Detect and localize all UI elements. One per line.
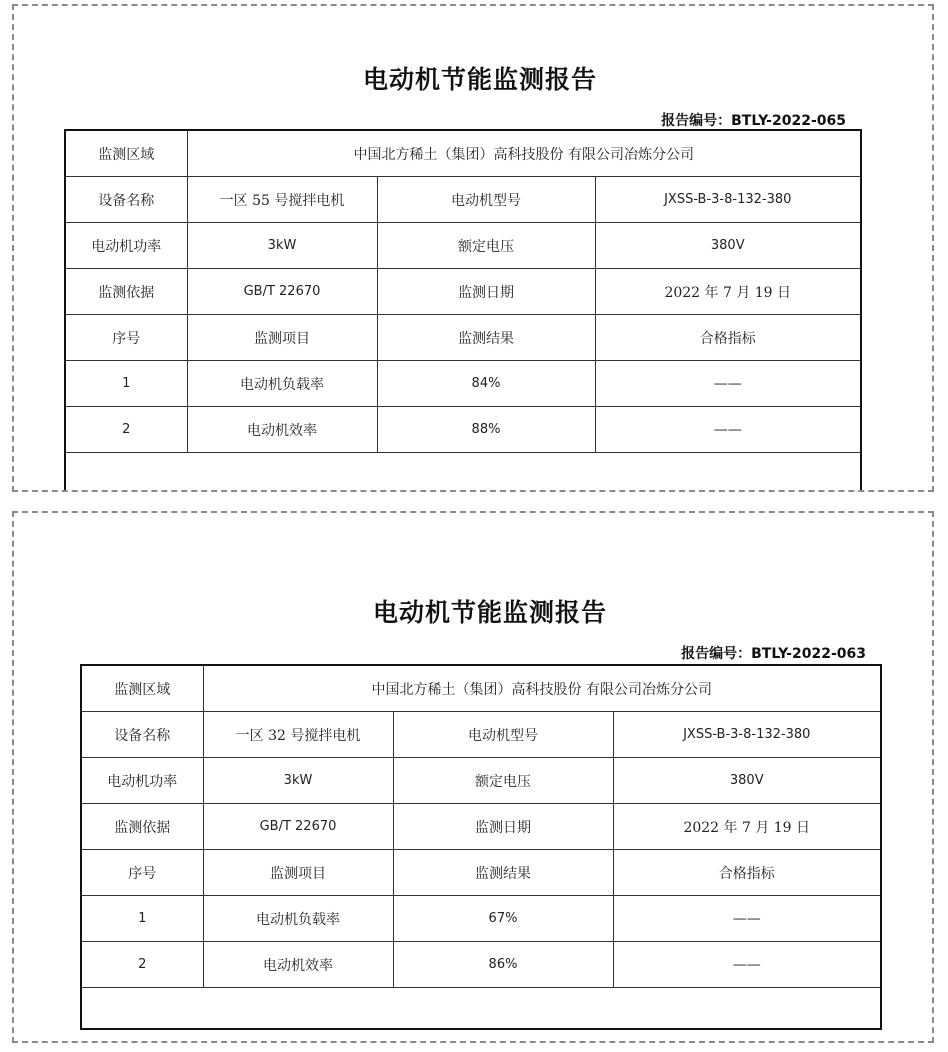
- date-value: 2022 年 7 月 19 日: [595, 269, 861, 315]
- table-row: [81, 942, 881, 988]
- area-value: 中国北方稀土（集团）高科技股份 有限公司冶炼分公司: [187, 130, 861, 177]
- row-seq: 2: [81, 942, 203, 988]
- row-result: 67%: [393, 896, 613, 942]
- report-number: 报告编号：BTLY-2022-065: [661, 113, 846, 129]
- column-header-standard: 合格指标: [595, 315, 861, 361]
- model-value: JXSS-B-3-8-132-380: [595, 177, 861, 223]
- column-header-result: 监测结果: [393, 850, 613, 896]
- row-standard: ——: [613, 942, 881, 988]
- table-row-empty: [81, 988, 881, 1030]
- basis-value: GB/T 22670: [187, 269, 377, 315]
- area-value: 中国北方稀土（集团）高科技股份 有限公司冶炼分公司: [203, 665, 881, 712]
- report-table: [64, 129, 862, 492]
- model-label: 电动机型号: [393, 712, 613, 758]
- table-row-empty: [65, 453, 861, 493]
- row-seq: 2: [65, 407, 187, 453]
- row-standard: ——: [595, 407, 861, 453]
- date-label: 监测日期: [393, 804, 613, 850]
- row-item: 电动机效率: [203, 942, 393, 988]
- area-label: 监测区域: [81, 665, 203, 712]
- table-row: [65, 269, 861, 315]
- row-result: 86%: [393, 942, 613, 988]
- model-value: JXSS-B-3-8-132-380: [613, 712, 881, 758]
- report-number: 报告编号：BTLY-2022-063: [681, 646, 866, 662]
- report-table: [80, 664, 882, 1030]
- report-panel-1: [12, 4, 934, 492]
- voltage-label: 额定电压: [393, 758, 613, 804]
- column-header-seq: 序号: [65, 315, 187, 361]
- report-panel-2: [12, 511, 934, 1043]
- row-standard: ——: [613, 896, 881, 942]
- basis-value: GB/T 22670: [203, 804, 393, 850]
- table-row: [81, 804, 881, 850]
- table-row: [81, 758, 881, 804]
- device-name-label: 设备名称: [81, 712, 203, 758]
- table-row: [65, 130, 861, 177]
- table-header-row: [65, 315, 861, 361]
- device-name-label: 设备名称: [65, 177, 187, 223]
- power-value: 3kW: [203, 758, 393, 804]
- column-header-result: 监测结果: [377, 315, 595, 361]
- voltage-value: 380V: [613, 758, 881, 804]
- empty-cell: [81, 988, 881, 1030]
- power-value: 3kW: [187, 223, 377, 269]
- basis-label: 监测依据: [65, 269, 187, 315]
- table-row: [81, 665, 881, 712]
- power-label: 电动机功率: [81, 758, 203, 804]
- row-item: 电动机负载率: [187, 361, 377, 407]
- device-name-value: 一区 32 号搅拌电机: [203, 712, 393, 758]
- row-result: 88%: [377, 407, 595, 453]
- table-row: [65, 407, 861, 453]
- table-row: [81, 712, 881, 758]
- report-title: 电动机节能监测报告: [362, 65, 597, 94]
- date-value: 2022 年 7 月 19 日: [613, 804, 881, 850]
- voltage-value: 380V: [595, 223, 861, 269]
- column-header-seq: 序号: [81, 850, 203, 896]
- table-row: [65, 361, 861, 407]
- row-result: 84%: [377, 361, 595, 407]
- device-name-value: 一区 55 号搅拌电机: [187, 177, 377, 223]
- column-header-item: 监测项目: [187, 315, 377, 361]
- table-row: [65, 223, 861, 269]
- row-item: 电动机效率: [187, 407, 377, 453]
- row-item: 电动机负载率: [203, 896, 393, 942]
- row-seq: 1: [65, 361, 187, 407]
- row-standard: ——: [595, 361, 861, 407]
- voltage-label: 额定电压: [377, 223, 595, 269]
- table-row: [81, 896, 881, 942]
- date-label: 监测日期: [377, 269, 595, 315]
- area-label: 监测区域: [65, 130, 187, 177]
- model-label: 电动机型号: [377, 177, 595, 223]
- column-header-standard: 合格指标: [613, 850, 881, 896]
- table-row: [65, 177, 861, 223]
- row-seq: 1: [81, 896, 203, 942]
- table-header-row: [81, 850, 881, 896]
- report-title: 电动机节能监测报告: [372, 598, 607, 627]
- power-label: 电动机功率: [65, 223, 187, 269]
- empty-cell: [65, 453, 861, 493]
- basis-label: 监测依据: [81, 804, 203, 850]
- column-header-item: 监测项目: [203, 850, 393, 896]
